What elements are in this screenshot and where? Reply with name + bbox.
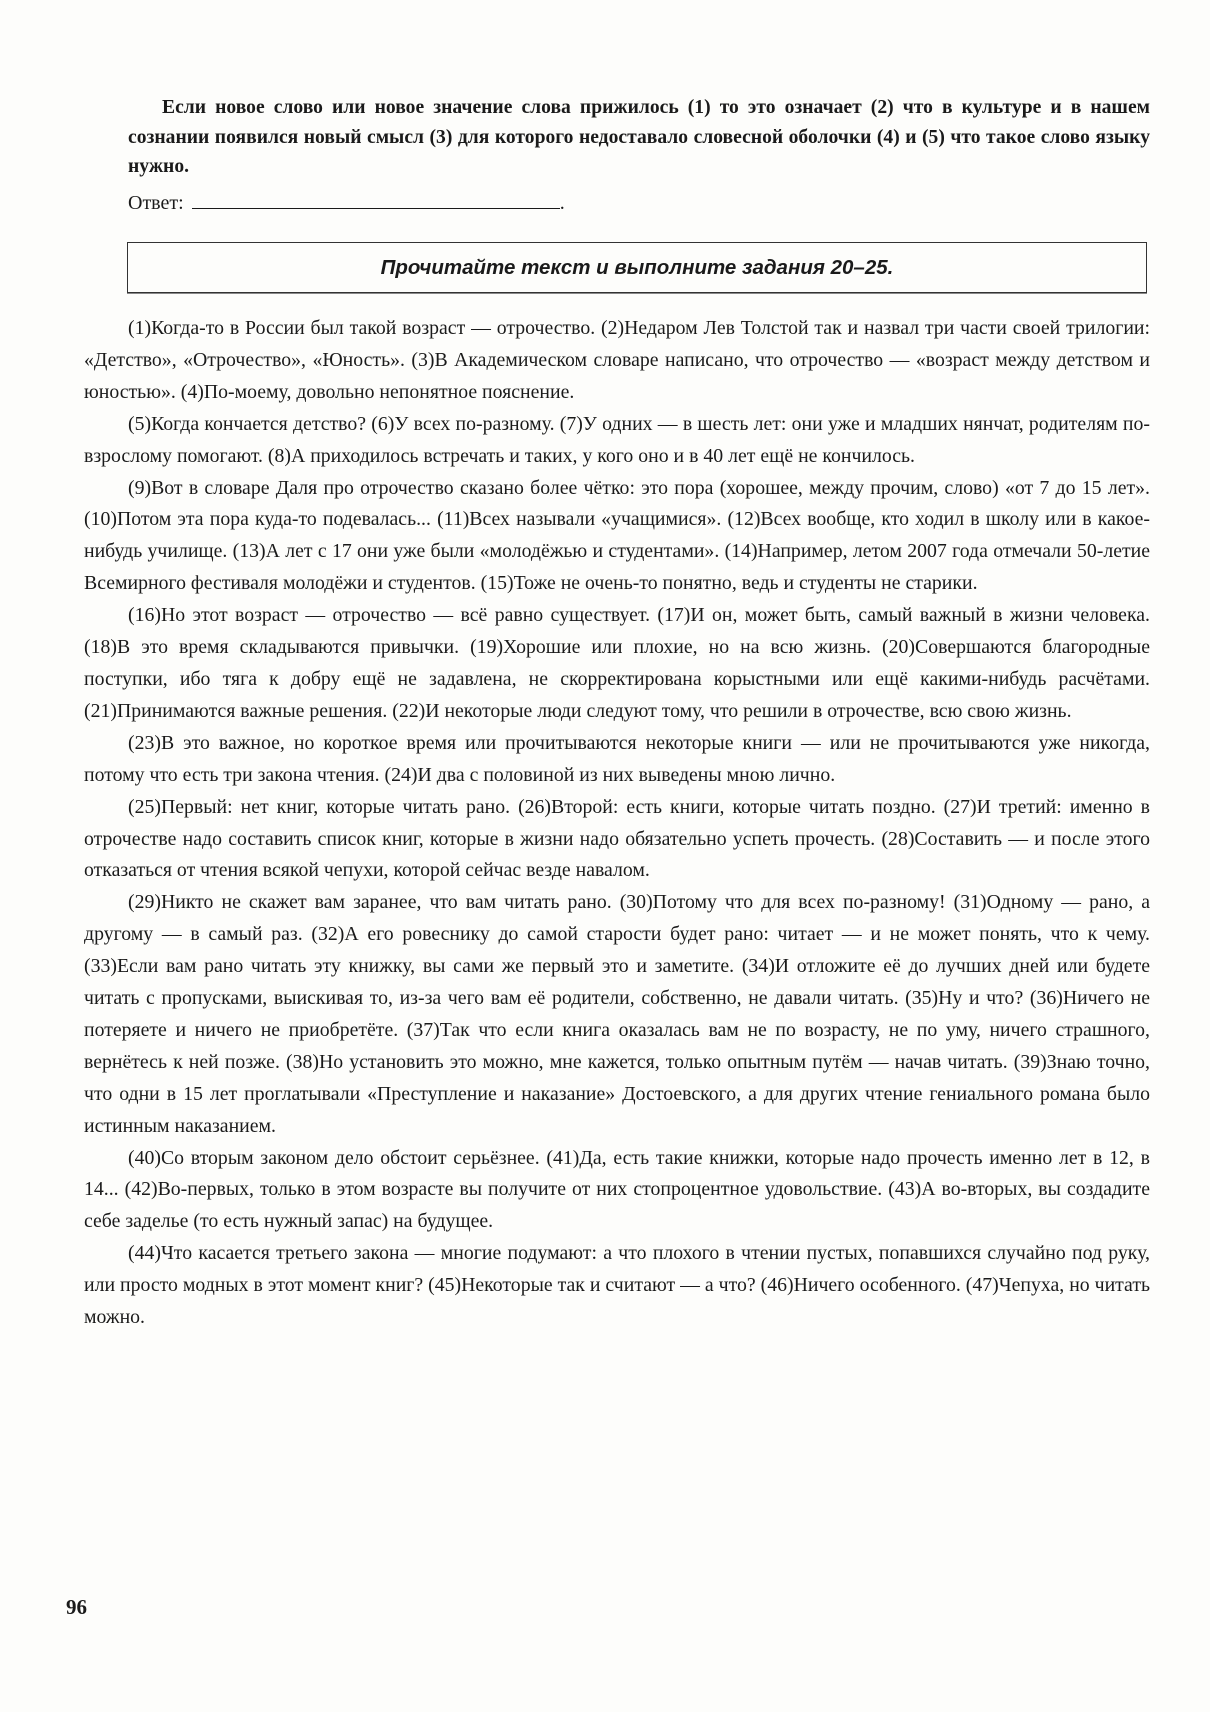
paragraph: (25)Первый: нет книг, которые читать рано. (26)Второй: есть книги, которые читать поздно. (27)И третий: именно в отрочестве надо составить список книг, которые в жизни надо обязательно успеть прочесть. (28)Составить — и после этого отказаться от чтения всякой чепухи, которой сейчас везде навалом.	[84, 795, 1150, 882]
instruction-box-shadow	[127, 293, 1147, 296]
instruction-heading: Прочитайте текст и выполните задания 20–25.	[380, 256, 894, 279]
reading-text	[84, 313, 1150, 1334]
paragraph: (16)Но этот возраст — отрочество — всё равно существует. (17)И он, может быть, самый важный в жизни человека. (18)В это время складываются привычки. (19)Хорошие или плохие, но на всю жизнь. (20)Совершаются благородные поступки, ибо тяга к добру ещё не задавлена, не скорректирована корыстными или ещё какими-нибудь расчётами. (21)Принимаются важные решения. (22)И некоторые люди следуют тому, что решили в отрочестве, всю свою жизнь.	[84, 604, 1150, 722]
answer-end-mark: .	[559, 192, 565, 214]
answer-line	[128, 188, 565, 217]
task-sentence: Если новое слово или новое значение слова прижилось (1) то это означает (2) что в культуре и в нашем сознании появился новый смысл (3) для которого недоставало словесной оболочки (4) и (5) что такое слово языку нужно.	[128, 97, 1150, 177]
paragraph: (44)Что касается третьего закона — многие подумают: а что плохого в чтении пустых, попавшихся случайно под руку, или просто модных в этот момент книг? (45)Некоторые так и считают — а что? (46)Ничего особенного. (47)Чепуха, но читать можно.	[84, 1242, 1150, 1329]
paragraph: (9)Вот в словаре Даля про отрочество сказано более чётко: это пора (хорошее, между прочим, слово) «от 7 до 15 лет». (10)Потом эта пора куда-то подевалась... (11)Всех называли «учащимися». (12)Всех вообще, кто ходил в школу или в какое-нибудь училище. (13)А лет с 17 они уже были «молодёжью и студентами». (14)Например, летом 2007 года отмечали 50-летие Всемирного фестиваля молодёжи и студентов. (15)Тоже не очень-то понятно, ведь и студенты не старики.	[84, 476, 1150, 595]
page-number: 96	[66, 1595, 87, 1619]
paragraph: (5)Когда кончается детство? (6)У всех по-разному. (7)У одних — в шесть лет: они уже и младших нянчат, родителям по-взрослому помогают. (8)А приходилось встречать и таких, у кого оно и в 40 лет ещё не кончилось.	[84, 412, 1150, 467]
paragraph: (23)В это важное, но короткое время или прочитываются некоторые книги — или не прочитываются уже никогда, потому что есть три закона чтения. (24)И два с половиной из них выведены мною лично.	[84, 731, 1150, 786]
paragraph: (40)Со вторым законом дело обстоит серьёзнее. (41)Да, есть такие книжки, которые надо прочесть именно лет в 12, в 14... (42)Во-первых, только в этом возрасте вы получите от них стопроцентное удовольствие. (43)А во-вторых, вы создадите себе заделье (то есть нужный запас) на будущее.	[84, 1146, 1150, 1233]
instruction-box	[127, 242, 1147, 293]
answer-label: Ответ:	[128, 192, 184, 214]
answer-blank-field[interactable]	[192, 188, 560, 209]
paragraph: (29)Никто не скажет вам заранее, что вам читать рано. (30)Потому что для всех по-разному! (31)Одному — рано, а другому — в самый раз. (32)А его ровеснику до самой старости будет рано: читает — и не может понять, что к чему. (33)Если вам рано читать эту книжку, вы сами же первый это и заметите. (34)И отложите её до лучших дней или будете читать с пропусками, выискивая то, из-за чего вам её родители, собственно, не давали читать. (35)Ну и что? (36)Ничего не потеряете и ничего не приобретёте. (37)Так что если книга оказалась вам не по возрасту, не по уму, ничего страшного, вернётесь к ней позже. (38)Но установить это можно, мне кажется, только опытным путём — начав читать. (39)Знаю точно, что одни в 15 лет проглатывали «Преступление и наказание» Достоевского, а для других чтение гениального романа было истинным наказанием.	[84, 891, 1150, 1137]
paragraph: (1)Когда-то в России был такой возраст — отрочество. (2)Недаром Лев Толстой так и назвал три части своей трилогии: «Детство», «Отрочество», «Юность». (3)В Академическом словаре написано, что отрочество — «возраст между детством и юностью». (4)По-моему, довольно непонятное пояснение.	[84, 317, 1150, 403]
